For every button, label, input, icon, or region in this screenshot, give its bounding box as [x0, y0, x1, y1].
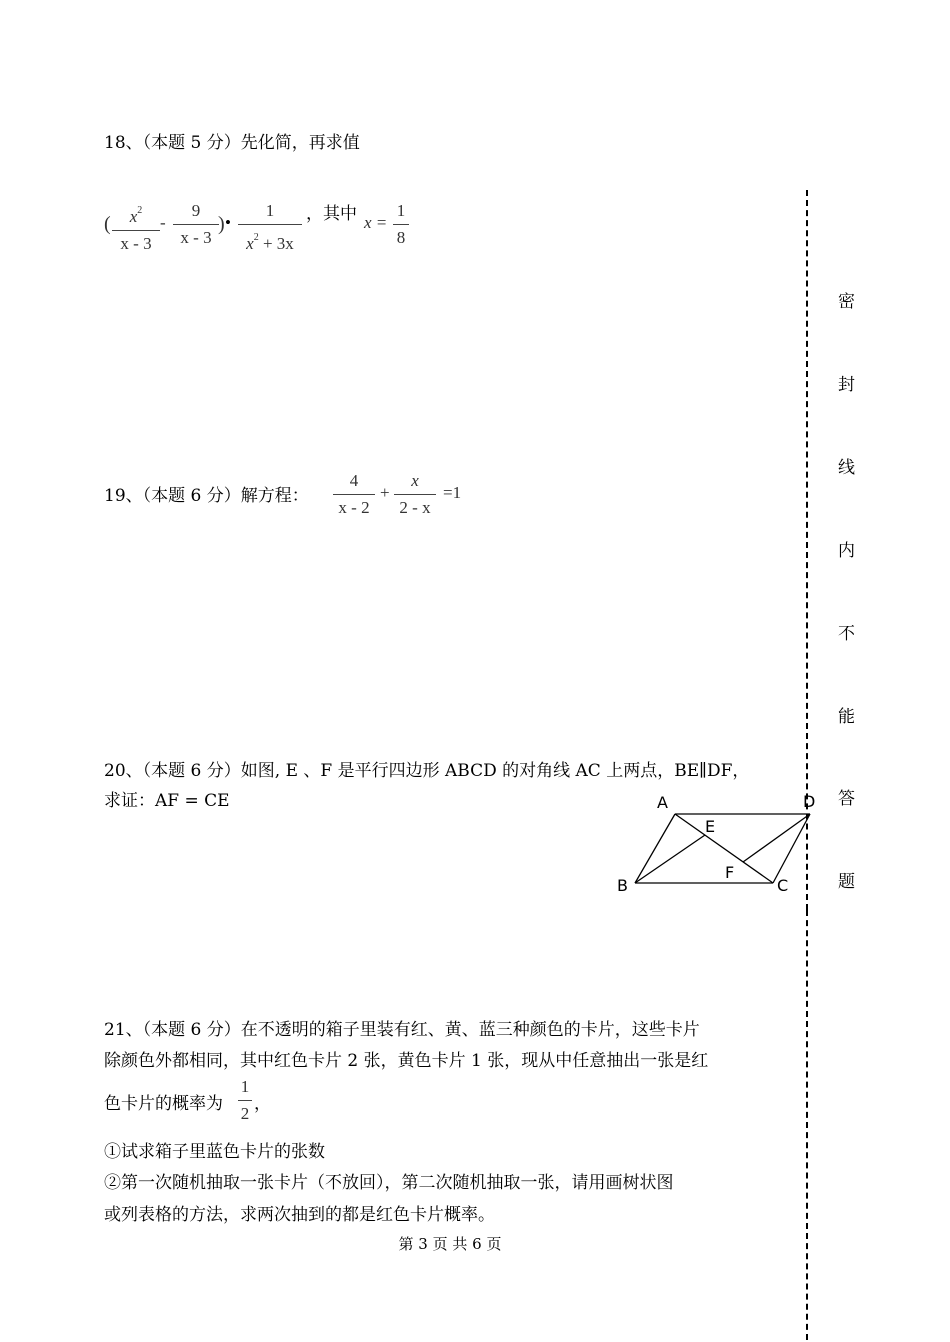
side-dc — [773, 814, 810, 883]
label-d: D — [803, 792, 816, 811]
q18-fraction-3 — [238, 200, 302, 255]
label-b: B — [617, 876, 628, 895]
segment-df — [743, 814, 810, 862]
frac3-den-rest: + 3x — [258, 234, 294, 253]
seal-char: 能 — [838, 707, 855, 727]
q20-line-1: 20、（本题 6 分）如图, E 、F 是平行四边形 ABCD 的对角线 AC 上两点，BE∥DF， — [104, 761, 750, 781]
segment-be — [635, 835, 705, 883]
q18-heading: 18、（本题 5 分）先化简，再求值 — [104, 133, 360, 153]
frac2-num: 9 — [191, 201, 201, 220]
q21-line-3-suffix: ， — [254, 1094, 271, 1114]
label-c: C — [777, 876, 789, 895]
val-num: 1 — [396, 201, 406, 220]
q20-line-2: 求证：AF = CE — [104, 791, 230, 811]
label-a: A — [657, 793, 668, 812]
side-ba — [635, 814, 675, 883]
seal-char: 密 — [838, 292, 855, 312]
equals-one: =1 — [443, 483, 462, 502]
q21-item-1: ①试求箱子里蓝色卡片的张数 — [104, 1142, 325, 1162]
dot-operator: • — [225, 213, 231, 232]
seal-char: 题 — [838, 872, 855, 892]
seal-char: 封 — [838, 375, 855, 395]
val-den: 8 — [396, 228, 406, 247]
seal-char: 答 — [838, 789, 855, 809]
prob-num: 1 — [240, 1077, 250, 1096]
label-e: E — [705, 817, 716, 836]
q21-item-2-line-1: ②第一次随机抽取一张卡片（不放回），第二次随机抽取一张，请用画树状图 — [104, 1173, 674, 1193]
q21-item-2-line-2: 或列表格的方法，求两次抽到的都是红色卡片概率。 — [104, 1205, 495, 1225]
q19-heading: 19、（本题 6 分）解方程： — [104, 486, 309, 506]
close-paren: ) — [218, 213, 225, 235]
q18-fraction-1 — [112, 200, 160, 255]
page-footer: 第 3 页 共 6 页 — [398, 1235, 502, 1253]
f1-den: x - 2 — [338, 498, 370, 517]
q21-line-1: 21、（本题 6 分）在不透明的箱子里装有红、黄、蓝三种颜色的卡片，这些卡片 — [104, 1020, 700, 1040]
frac1-sup: 2 — [137, 205, 143, 216]
frac1-num: x — [129, 207, 138, 226]
seal-char: 内 — [838, 541, 855, 561]
seal-dashed-line-upper — [806, 190, 808, 910]
probability-fraction — [238, 1076, 252, 1125]
frac3-den-x: x — [246, 234, 254, 253]
frac2-den: x - 3 — [180, 228, 212, 247]
minus-sign: - — [160, 213, 166, 232]
q21-line-3-prefix: 色卡片的概率为 — [104, 1094, 223, 1114]
diagonal-ac — [675, 814, 773, 883]
frac1-den: x - 3 — [120, 234, 152, 253]
seal-char: 线 — [838, 458, 855, 478]
plus-sign: + — [380, 483, 390, 502]
label-f: F — [725, 863, 735, 882]
q19-fraction-1 — [333, 470, 375, 519]
f2-den: 2 - x — [399, 498, 431, 517]
q21-line-2: 除颜色外都相同，其中红色卡片 2 张，黄色卡片 1 张，现从中任意抽出一张是红 — [104, 1051, 709, 1071]
frac3-den-sup: 2 — [253, 232, 259, 243]
parallelogram-figure — [610, 788, 820, 898]
where-text: ，其中 — [306, 204, 357, 224]
x-equals: x = — [364, 213, 388, 232]
q19-fraction-2 — [394, 470, 436, 519]
seal-char: 不 — [838, 624, 855, 644]
f1-num: 4 — [349, 471, 359, 490]
frac3-num: 1 — [265, 201, 275, 220]
seal-dashed-line-lower — [806, 910, 808, 1340]
q18-fraction-2 — [173, 200, 219, 249]
f2-num: x — [411, 471, 419, 490]
prob-den: 2 — [240, 1104, 250, 1123]
open-paren: ( — [104, 213, 111, 235]
x-value-fraction — [393, 200, 409, 249]
